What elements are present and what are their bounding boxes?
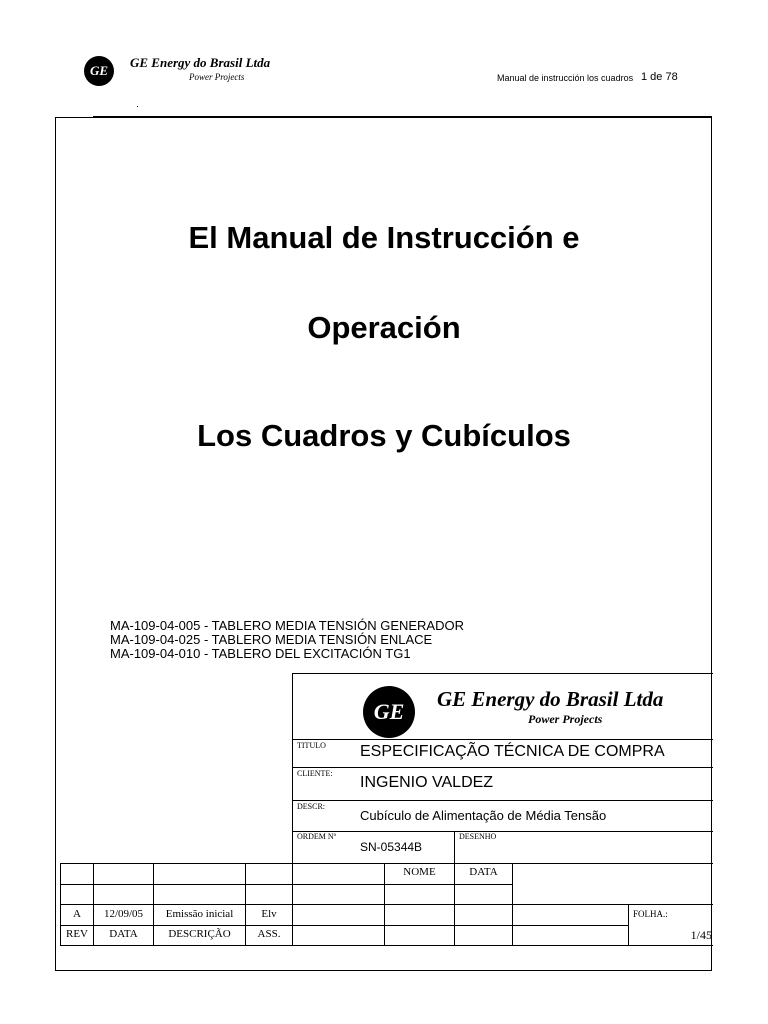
- rev-col-header: REV: [66, 928, 88, 940]
- tb-line: [292, 767, 713, 768]
- titulo-value: ESPECIFICAÇÃO TÉCNICA DE COMPRA: [360, 743, 665, 760]
- rev-date: 12/09/05: [103, 908, 144, 920]
- descr-value: Cubículo de Alimentação de Média Tensão: [360, 808, 607, 823]
- ordem-value: SN-05344B: [360, 840, 423, 854]
- rev-description: Emissão inicial: [165, 908, 234, 920]
- data-col-header: DATA: [109, 928, 138, 940]
- rev-line: [60, 863, 713, 864]
- rev-signature: Elv: [261, 908, 277, 920]
- title-line-1: El Manual de Instrucción e: [188, 220, 580, 255]
- folha-label: FOLHA.:: [633, 909, 668, 919]
- descricao-col-header: DESCRIÇÃO: [168, 928, 231, 940]
- rev-line: [60, 925, 628, 926]
- title-line-3: Los Cuadros y Cubículos: [197, 418, 571, 453]
- rev-line: [292, 863, 293, 945]
- tb-line: [292, 673, 713, 674]
- cliente-value: INGENIO VALDEZ: [360, 774, 494, 791]
- header-page-number: 1 de 78: [641, 71, 678, 83]
- titulo-label: TITULO: [297, 741, 326, 750]
- tb-line: [454, 831, 455, 863]
- reference-item: MA-109-04-010 - TABLERO DEL EXCITACIÓN TG1: [110, 646, 411, 661]
- reference-list: [110, 619, 464, 661]
- ge-logo-icon: GE: [363, 686, 415, 738]
- header-division: Power Projects: [189, 72, 245, 82]
- ge-logo-icon: GE: [84, 56, 114, 86]
- ass-col-header: ASS.: [257, 928, 281, 940]
- tb-company: GE Energy do Brasil Ltda: [437, 687, 664, 711]
- rev-value: A: [73, 908, 81, 920]
- rev-line: [512, 863, 513, 945]
- rev-line: [60, 884, 513, 885]
- reference-item: MA-109-04-005 - TABLERO MEDIA TENSIÓN GENERADOR: [110, 618, 464, 633]
- nome-header: NOME: [403, 866, 436, 878]
- reference-item: MA-109-04-025 - TABLERO MEDIA TENSIÓN ENLACE: [110, 632, 433, 647]
- rev-line: [628, 904, 629, 945]
- header-company: GE Energy do Brasil Ltda: [130, 55, 271, 70]
- desenho-label: DESENHO: [459, 832, 497, 841]
- rev-line: [60, 945, 713, 946]
- folha-value: 1/45: [690, 928, 712, 942]
- tb-line: [292, 739, 713, 740]
- header-doc-ref: Manual de instrucción los cuadros: [497, 73, 634, 83]
- header-dot: [137, 106, 138, 107]
- ordem-label: ORDEM Nº: [297, 832, 337, 841]
- data-header: DATA: [469, 866, 498, 878]
- descr-label: DESCR:: [297, 802, 326, 811]
- title-line-2: Operación: [307, 310, 461, 345]
- frame-top-rule: [93, 116, 712, 118]
- tb-line: [292, 831, 713, 832]
- cliente-label: CLIENTE:: [297, 769, 333, 778]
- tb-division: Power Projects: [528, 712, 603, 726]
- rev-line: [60, 904, 713, 905]
- tb-line: [292, 800, 713, 801]
